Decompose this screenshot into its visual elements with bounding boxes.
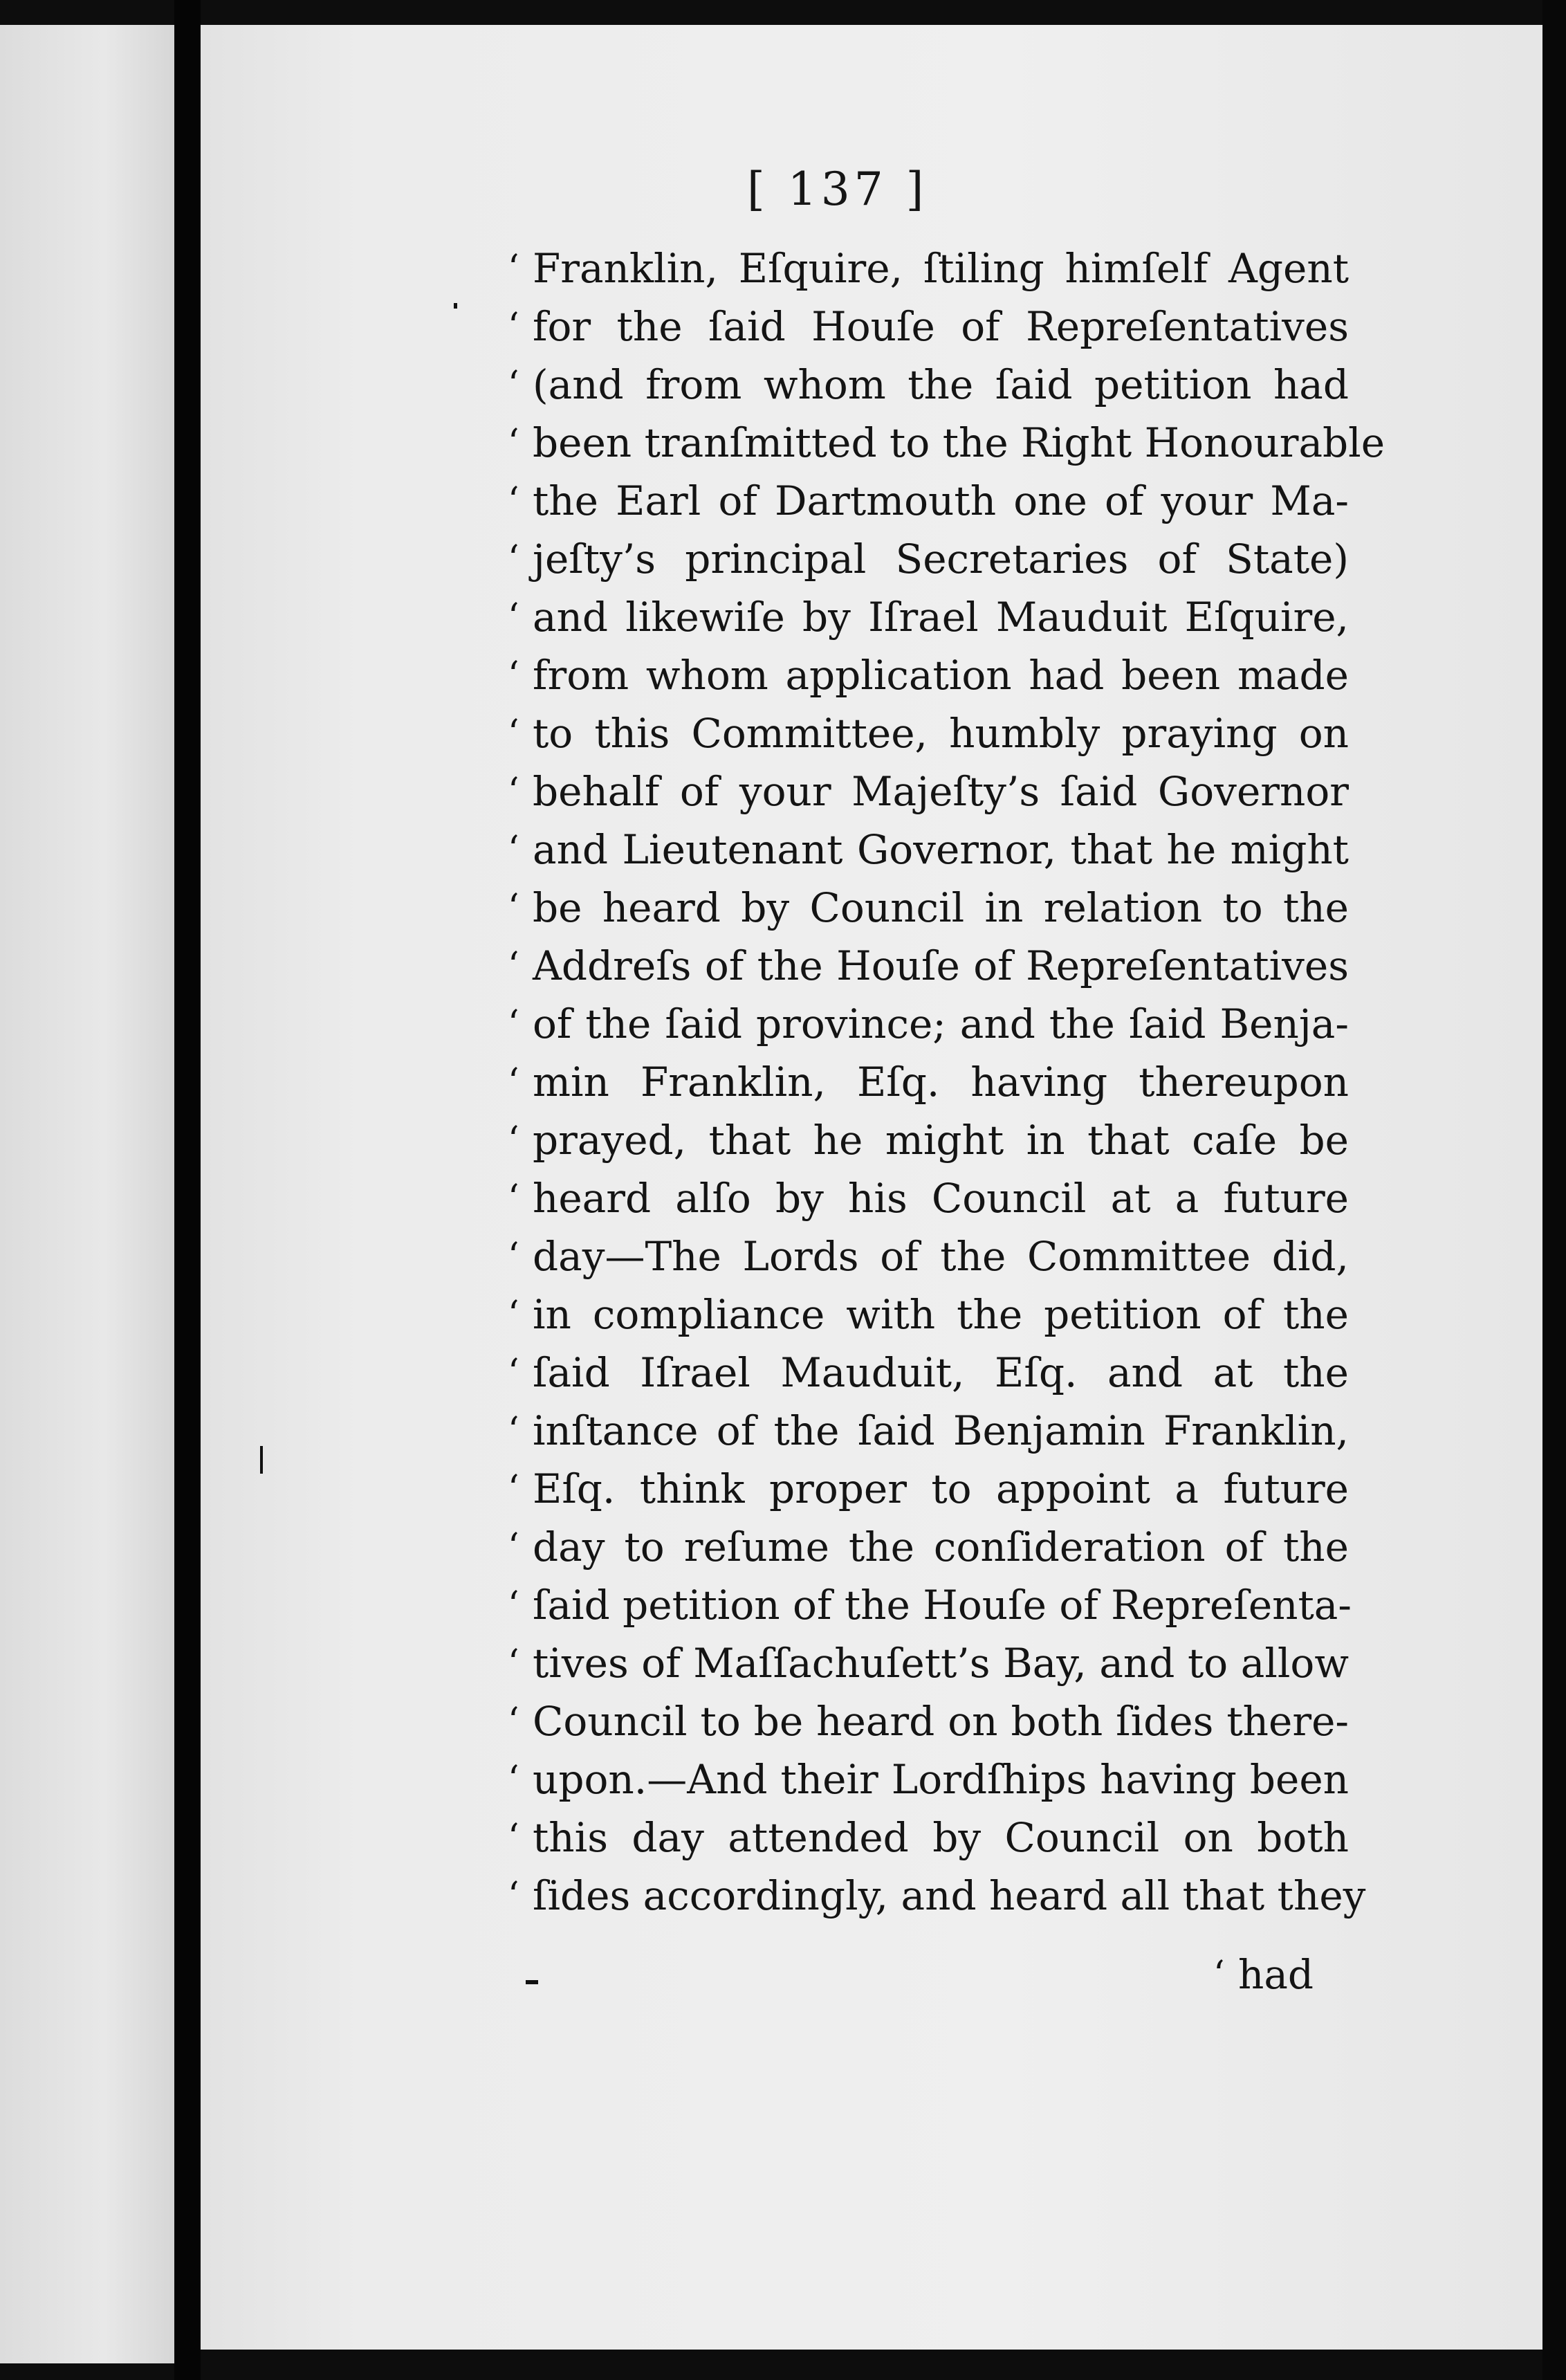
page-edge-shadow <box>1542 0 1566 2380</box>
text-line <box>508 356 1363 414</box>
text-line-content: ſaid Iſrael Mauduit, Eſq. and at the <box>533 1349 1349 1396</box>
text-line-content: min Franklin, Eſq. having thereupon <box>533 1059 1349 1106</box>
open-quote-mark: ‘ <box>508 1178 519 1219</box>
text-line <box>508 1518 1363 1576</box>
open-quote-mark: ‘ <box>508 364 519 405</box>
ink-speck <box>454 303 457 309</box>
text-line-content: tives of Maſſachuſett’s Bay, and to allow <box>533 1640 1349 1687</box>
open-quote-mark: ‘ <box>508 1701 519 1742</box>
ink-speck <box>260 1446 263 1474</box>
text-line-content: inſtance of the ſaid Benjamin Franklin, <box>533 1407 1349 1454</box>
text-line-content: this day attended by Council on both <box>533 1814 1349 1861</box>
text-line <box>508 879 1363 937</box>
text-line-content: Council to be heard on both ſides there- <box>533 1698 1349 1745</box>
text-line-content: for the ſaid Houſe of Repreſentatives <box>533 303 1349 350</box>
open-quote-mark: ‘ <box>508 422 519 464</box>
open-quote-mark: ‘ <box>508 1584 519 1626</box>
open-quote-mark: ‘ <box>508 1817 519 1858</box>
text-line-content: and likewiſe by Iſrael Mauduit Eſquire, <box>533 594 1349 641</box>
text-line <box>508 1634 1363 1692</box>
text-line <box>508 588 1363 646</box>
open-quote-mark: ‘ <box>508 887 519 928</box>
text-line-content: day—The Lords of the Committee did, <box>533 1233 1349 1280</box>
open-quote-mark: ‘ <box>508 945 519 987</box>
text-line-content: be heard by Council in relation to the <box>533 884 1349 931</box>
text-line <box>508 530 1363 588</box>
text-line <box>508 821 1363 879</box>
text-line-content: from whom application had been made <box>533 652 1349 699</box>
text-line-content: in compliance with the petition of the <box>533 1291 1349 1338</box>
text-line <box>508 1809 1363 1867</box>
open-quote-mark: ‘ <box>508 596 519 638</box>
text-line <box>508 298 1363 356</box>
text-line <box>508 1344 1363 1402</box>
text-line-content: upon.—And their Lordſhips having been <box>533 1756 1349 1803</box>
text-line <box>508 1692 1363 1750</box>
text-line <box>508 1111 1363 1169</box>
open-quote-mark: ‘ <box>508 1119 519 1161</box>
catchword-text: had <box>1238 1951 1314 1998</box>
text-line-content: and Lieutenant Governor, that he might <box>533 826 1349 873</box>
text-line <box>508 1576 1363 1634</box>
text-line-content: ſaid petition of the Houſe of Repreſenta- <box>533 1582 1352 1629</box>
open-quote-mark: ‘ <box>508 1468 519 1510</box>
text-line <box>508 1750 1363 1809</box>
text-line <box>508 1460 1363 1518</box>
open-quote-mark: ‘ <box>508 538 519 580</box>
text-line <box>508 1867 1366 1925</box>
open-quote-mark: ‘ <box>508 1003 519 1045</box>
open-quote-mark: ‘ <box>508 1526 519 1568</box>
open-quote-mark: ‘ <box>508 1352 519 1393</box>
text-line-content: Franklin, Eſquire, ſtiling himſelf Agent <box>533 245 1349 292</box>
text-line <box>508 646 1363 704</box>
text-line <box>508 937 1363 995</box>
catchword <box>1213 1946 1314 2004</box>
text-line <box>508 1169 1363 1227</box>
text-line-content: of the ſaid province; and the ſaid Benja- <box>533 1000 1349 1047</box>
text-line <box>508 1053 1363 1111</box>
open-quote-mark: ‘ <box>508 1875 519 1916</box>
text-line <box>508 1227 1363 1285</box>
open-quote-mark: ‘ <box>508 306 519 347</box>
open-quote-mark: ‘ <box>508 1410 519 1452</box>
text-line-content: behalf of your Majeſty’s ſaid Governor <box>533 768 1349 815</box>
text-line-content: prayed, that he might in that caſe be <box>533 1117 1349 1164</box>
text-line <box>508 472 1363 530</box>
text-line <box>508 762 1363 821</box>
open-quote-mark: ‘ <box>508 1236 519 1277</box>
page-number-header: [ 137 ] <box>747 163 928 216</box>
text-line <box>508 1402 1363 1460</box>
text-line-content: jeſty’s principal Secretaries of State) <box>533 536 1349 583</box>
text-line <box>508 704 1363 762</box>
text-line-content: (and from whom the ſaid petition had <box>533 361 1349 408</box>
text-line <box>508 239 1363 298</box>
open-quote-mark: ‘ <box>508 248 519 289</box>
text-line <box>508 1285 1363 1344</box>
ink-speck <box>526 1980 538 1984</box>
open-quote-mark: ‘ <box>508 1294 519 1335</box>
text-line-content: heard alſo by his Council at a future <box>533 1175 1349 1222</box>
text-line-content: been tranſmitted to the Right Honourable <box>533 419 1385 466</box>
text-line <box>508 995 1363 1053</box>
text-line-content: Eſq. think proper to appoint a future <box>533 1465 1349 1512</box>
text-line-content: ſides accordingly, and heard all that they <box>533 1872 1366 1919</box>
open-quote-mark: ‘ <box>508 829 519 870</box>
text-line-content: to this Committee, humbly praying on <box>533 710 1349 757</box>
text-line-content: day to reſume the conſideration of the <box>533 1523 1349 1571</box>
open-quote-mark: ‘ <box>508 1759 519 1800</box>
open-quote-mark: ‘ <box>508 480 519 522</box>
text-line-content: the Earl of Dartmouth one of your Ma- <box>533 477 1349 524</box>
body-text <box>508 239 1385 1925</box>
open-quote-mark: ‘ <box>508 654 519 696</box>
facing-page-edge <box>0 25 174 2363</box>
open-quote-mark: ‘ <box>1213 1954 1225 1995</box>
open-quote-mark: ‘ <box>508 1061 519 1103</box>
text-line-content: Addreſs of the Houſe of Repreſentatives <box>533 942 1349 989</box>
open-quote-mark: ‘ <box>508 1642 519 1684</box>
text-line <box>508 414 1385 472</box>
book-gutter <box>174 0 201 2380</box>
open-quote-mark: ‘ <box>508 771 519 812</box>
open-quote-mark: ‘ <box>508 713 519 754</box>
